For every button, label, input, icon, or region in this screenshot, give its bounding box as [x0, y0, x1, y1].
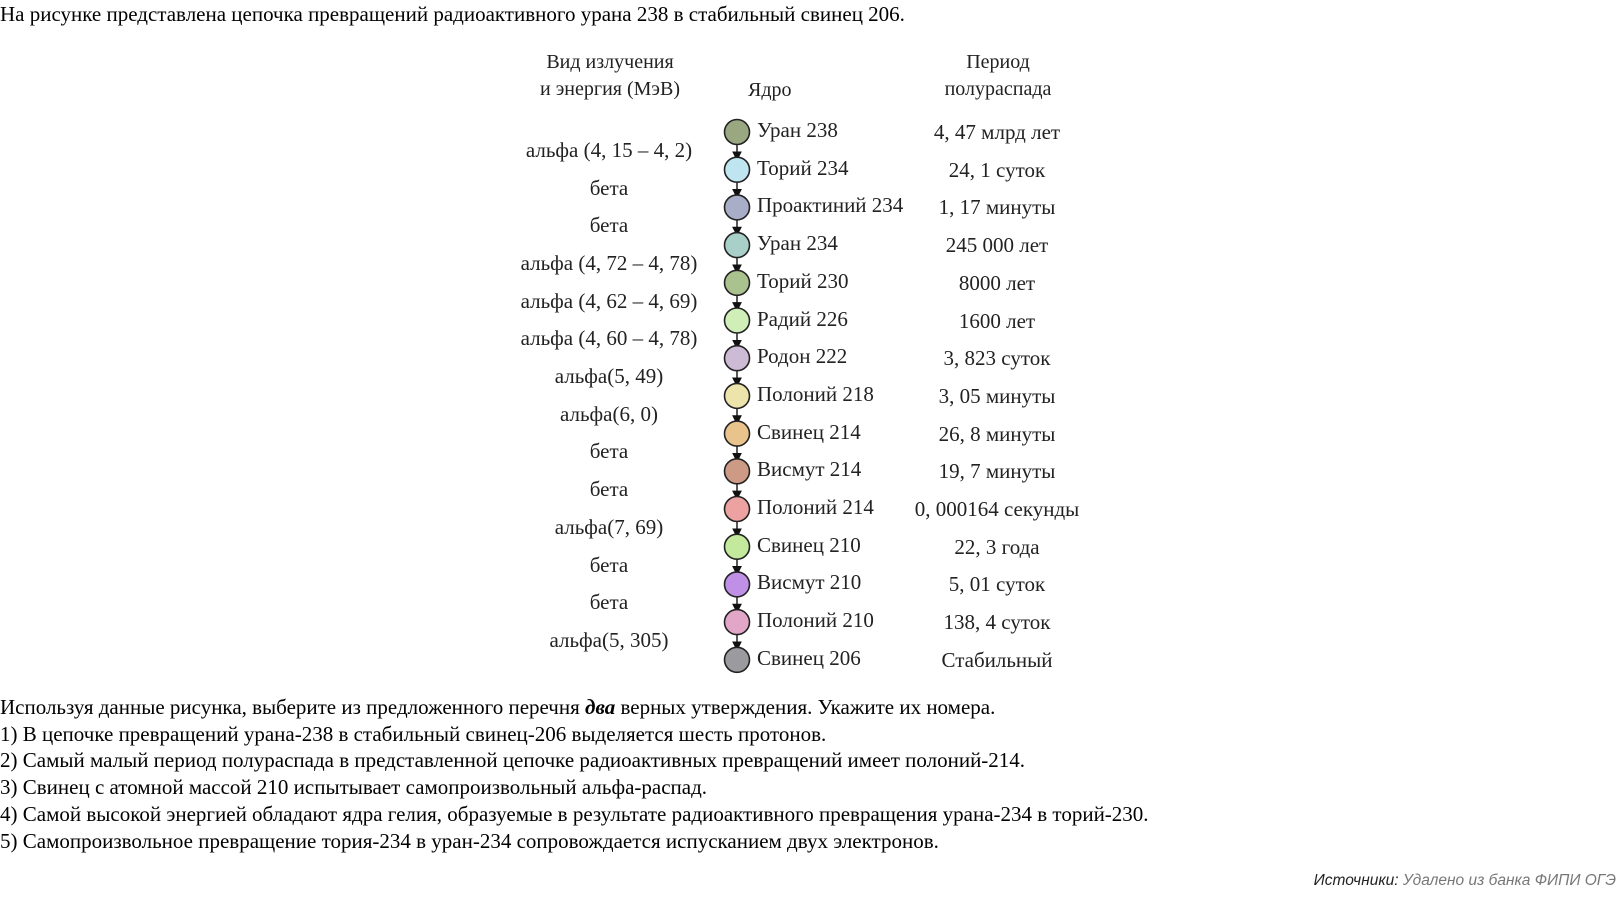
nucleus-label: Полоний 214: [757, 495, 874, 519]
decay-type-label: альфа (4, 60 – 4, 78): [520, 326, 698, 351]
halflife-value: 4, 47 млрд лет: [933, 120, 1061, 144]
nucleus-label: Уран 234: [757, 231, 838, 256]
statement-2: 2) Самый малый период полураспада в представленной цепочке радиоактивных превращений имеет полоний-214.: [0, 748, 1026, 773]
question-lead-emphasis: два: [585, 695, 616, 719]
decay-type-label: альфа (4, 72 – 4, 78): [520, 250, 698, 275]
nucleus-label: Висмут 210: [757, 570, 862, 595]
decay-type-label: альфа (4, 15 – 4, 2): [525, 137, 693, 162]
header-halflife-line2: полураспада: [944, 78, 1052, 100]
question-lead-after: верных утверждения. Укажите их номера.: [615, 695, 996, 719]
halflife-value: 8000 лет: [958, 270, 1036, 295]
decay-type-label: бета: [589, 213, 629, 238]
decay-type-label: бета: [589, 175, 629, 200]
decay-type-label: альфа(5, 305): [549, 627, 669, 652]
halflife-value: 3, 05 минуты: [938, 383, 1056, 408]
statement-3: 3) Свинец с атомной массой 210 испытывает самопроизвольный альфа-распад.: [0, 775, 708, 800]
header-halflife-line1: Период: [966, 51, 1030, 73]
source-line: [1314, 872, 1616, 890]
question-lead-before: Используя данные рисунка, выберите из предложенного перечня: [0, 695, 586, 719]
halflife-value: 138, 4 суток: [943, 610, 1051, 635]
decay-type-label: бета: [589, 439, 629, 464]
halflife-value: 5, 01 суток: [948, 572, 1046, 597]
source-value: Удалено из банка ФИПИ ОГЭ: [1402, 872, 1616, 889]
header-radiation-line2: и энергия (МэВ): [540, 78, 680, 100]
nucleus-label: Свинец 206: [757, 645, 861, 670]
halflife-value: 3, 823 суток: [943, 346, 1051, 371]
nucleus-label: Свинец 210: [757, 532, 861, 557]
nucleus-label: Свинец 214: [757, 419, 861, 444]
halflife-value: 22, 3 года: [954, 534, 1040, 559]
decay-type-label: альфа (4, 62 – 4, 69): [520, 288, 698, 313]
halflife-value: 26, 8 минуты: [938, 421, 1056, 446]
decay-type-label: бета: [589, 590, 629, 615]
header-nucleus: Ядро: [748, 79, 792, 101]
nucleus-label: Полоний 210: [757, 608, 874, 633]
question-lead: [0, 694, 1149, 721]
nucleus-label: Висмут 214: [757, 457, 862, 482]
nucleus-label: Торий 230: [757, 268, 849, 293]
halflife-value: 19, 7 минуты: [938, 459, 1056, 484]
statement-1: 1) В цепочке превращений урана-238 в стабильный свинец-206 выделяется шесть протонов.: [0, 721, 827, 746]
nucleus-label: Уран 238: [757, 118, 838, 142]
statement-5: 5) Самопроизвольное превращение тория-234 в уран-234 сопровождается испусканием двух электронов.: [0, 828, 939, 853]
source-label: Источники:: [1313, 872, 1399, 889]
halflife-value: 245 000 лет: [945, 233, 1049, 258]
halflife-value: Стабильный: [941, 647, 1053, 672]
decay-type-label: бета: [589, 477, 629, 502]
intro-text: На рисунке представлена цепочка превращений радиоактивного урана 238 в стабильный свинец 206.: [0, 2, 905, 26]
decay-type-label: альфа(6, 0): [560, 401, 658, 426]
question-block: [0, 694, 1149, 854]
decay-type-label: альфа(5, 49): [554, 364, 664, 389]
header-radiation-line1: Вид излучения: [546, 51, 674, 73]
nucleus-label: Торий 234: [757, 155, 849, 180]
nucleus-label: Родон 222: [757, 344, 848, 369]
decay-type-label: альфа(7, 69): [554, 514, 664, 539]
statement-4: 4) Самой высокой энергией обладают ядра гелия, образуемые в результате радиоактивного превращения урана-234 в торий-230.: [0, 801, 1149, 826]
nucleus-label: Радий 226: [757, 306, 848, 331]
decay-type-label: бета: [589, 552, 629, 577]
halflife-value: 1600 лет: [958, 308, 1036, 333]
halflife-value: 1, 17 минуты: [938, 195, 1056, 220]
halflife-value: 24, 1 суток: [948, 157, 1046, 182]
nucleus-label: Проактиний 234: [757, 193, 904, 218]
nucleus-label: Полоний 218: [757, 381, 874, 406]
halflife-value: 0, 000164 секунды: [914, 497, 1080, 521]
